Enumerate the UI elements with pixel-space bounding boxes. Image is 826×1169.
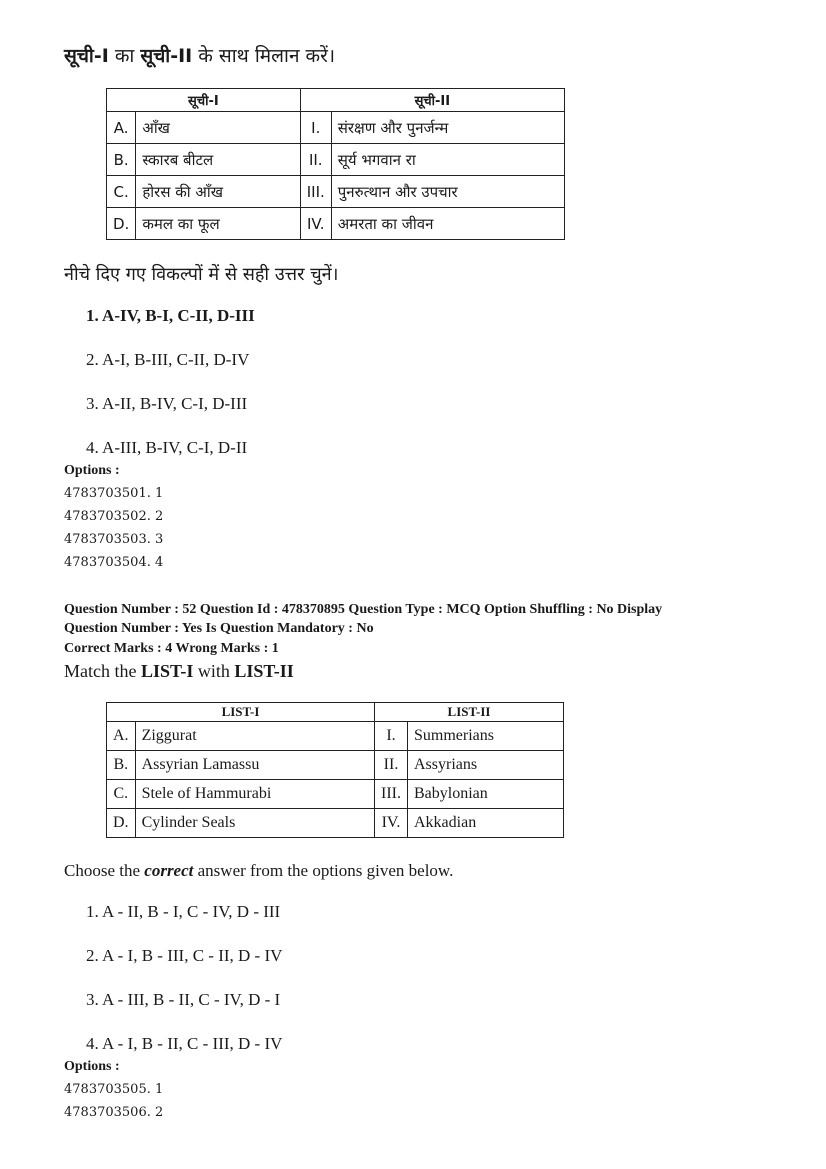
row-value: Ziggurat	[135, 722, 374, 751]
answer-choice-2: 2. A - I, B - III, C - II, D - IV	[86, 946, 283, 965]
row-value: अमरता का जीवन	[331, 208, 564, 240]
row-key: I.	[375, 722, 408, 751]
option-id: 4783703505. 1	[64, 1082, 164, 1097]
row-key: B.	[107, 144, 136, 176]
row-value: Babylonian	[407, 780, 563, 809]
answer-choice-4: 4. A-III, B-IV, C-I, D-II	[86, 438, 248, 457]
row-key: A.	[107, 112, 136, 144]
row-key: II.	[300, 144, 331, 176]
options-label: Options :	[64, 463, 120, 478]
column-header-list2: सूची-II	[300, 89, 564, 112]
option-id: 4783703501. 1	[64, 486, 164, 501]
row-value: संरक्षण और पुनर्जन्म	[331, 112, 564, 144]
option-id: 4783703506. 2	[64, 1105, 164, 1120]
row-key: C.	[107, 176, 136, 208]
instruction-english: Choose the correct answer from the options given below.	[64, 861, 454, 880]
option-id: 4783703503. 3	[64, 532, 164, 547]
row-key: D.	[107, 809, 136, 838]
match-table-english	[106, 702, 564, 838]
row-value: कमल का फूल	[136, 208, 300, 240]
question-title-english: Match the LIST-I with LIST-II	[64, 661, 294, 681]
match-table-hindi	[106, 88, 565, 240]
row-key: I.	[300, 112, 331, 144]
answer-choice-3: 3. A-II, B-IV, C-I, D-III	[86, 394, 248, 413]
row-value: Akkadian	[407, 809, 563, 838]
table-row	[107, 208, 565, 240]
row-value: Cylinder Seals	[135, 809, 374, 838]
row-value: पुनरुत्थान और उपचार	[331, 176, 564, 208]
row-value: स्कारब बीटल	[136, 144, 300, 176]
option-id: 4783703504. 4	[64, 555, 164, 570]
answer-choice-4: 4. A - I, B - II, C - III, D - IV	[86, 1034, 283, 1053]
row-value: Assyrian Lamassu	[135, 751, 374, 780]
row-value: Assyrians	[407, 751, 563, 780]
table-header-row	[107, 703, 564, 722]
question-title-hindi: सूची-I का सूची-II के साथ मिलान करें।	[64, 45, 336, 67]
instruction-hindi: नीचे दिए गए विकल्पों में से सही उत्तर चुनें।	[64, 264, 339, 285]
row-key: III.	[300, 176, 331, 208]
row-value: Stele of Hammurabi	[135, 780, 374, 809]
row-key: D.	[107, 208, 136, 240]
row-key: IV.	[300, 208, 331, 240]
table-row	[107, 780, 564, 809]
row-value: आँख	[136, 112, 300, 144]
row-key: II.	[375, 751, 408, 780]
column-header-list2: LIST-II	[375, 703, 564, 722]
answer-choice-3: 3. A - III, B - II, C - IV, D - I	[86, 990, 281, 1009]
row-key: IV.	[375, 809, 408, 838]
row-key: B.	[107, 751, 136, 780]
column-header-list1: LIST-I	[107, 703, 375, 722]
table-row	[107, 722, 564, 751]
row-key: C.	[107, 780, 136, 809]
question-meta-line2: Question Number : Yes Is Question Mandatory : No	[64, 621, 374, 636]
table-row	[107, 112, 565, 144]
table-row	[107, 176, 565, 208]
row-value: होरस की आँख	[136, 176, 300, 208]
row-key: A.	[107, 722, 136, 751]
table-header-row	[107, 89, 565, 112]
table-row	[107, 751, 564, 780]
option-id: 4783703502. 2	[64, 509, 164, 524]
row-value: Summerians	[407, 722, 563, 751]
question-meta-line1: Question Number : 52 Question Id : 478370895 Question Type : MCQ Option Shuffling : No Display	[64, 602, 663, 617]
row-value: सूर्य भगवान रा	[331, 144, 564, 176]
options-label: Options :	[64, 1059, 120, 1074]
answer-choice-2: 2. A-I, B-III, C-II, D-IV	[86, 350, 250, 369]
column-header-list1: सूची-I	[107, 89, 301, 112]
table-row	[107, 144, 565, 176]
table-row	[107, 809, 564, 838]
row-key: III.	[375, 780, 408, 809]
answer-choice-1: 1. A - II, B - I, C - IV, D - III	[86, 902, 281, 921]
question-meta-line3: Correct Marks : 4 Wrong Marks : 1	[64, 641, 279, 656]
answer-choice-1: 1. A-IV, B-I, C-II, D-III	[86, 306, 255, 325]
